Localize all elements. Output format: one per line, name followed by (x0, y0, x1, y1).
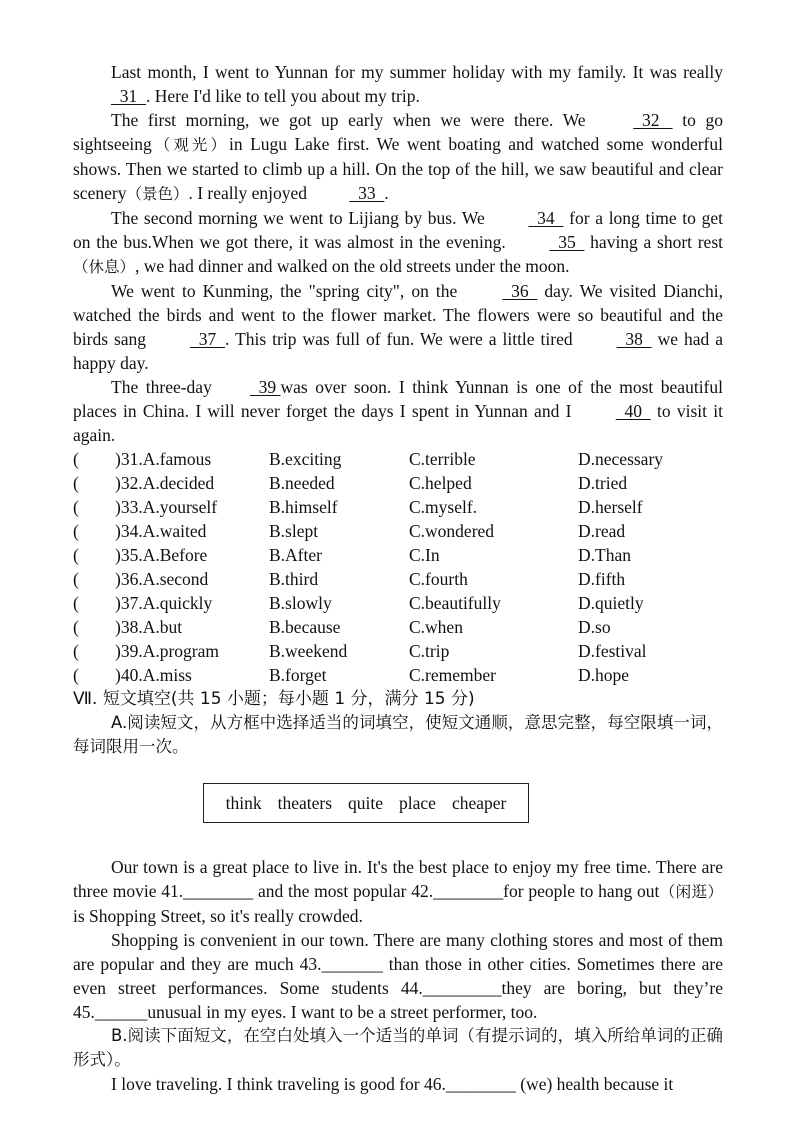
text: for people to hang out (503, 881, 660, 901)
passage-paragraph-3 (73, 206, 723, 279)
part-b-paragraph-1 (73, 1072, 723, 1096)
word-cheaper: cheaper (451, 792, 507, 813)
option-row-32 (73, 471, 723, 495)
option-b: B.forget (269, 665, 327, 685)
word-place: place (399, 792, 436, 813)
option-d: D.read (578, 521, 626, 541)
answer-paren[interactable]: ( (73, 473, 79, 493)
text: . (384, 183, 389, 203)
option-a: )40.A.miss (115, 665, 192, 685)
option-row-31 (73, 447, 723, 471)
option-c: C.when (409, 617, 463, 637)
text: The three-day (111, 377, 212, 397)
option-a: )39.A.program (115, 641, 220, 661)
part-a-paragraph-1 (73, 855, 723, 928)
chinese-gloss: （休息） (73, 258, 136, 276)
chinese-gloss: （闲逛） (659, 883, 723, 901)
blank-42[interactable]: ________ (433, 881, 504, 901)
option-d: D.quietly (578, 593, 644, 613)
option-c: C.wondered (409, 521, 495, 541)
word-box (203, 783, 529, 823)
option-a: )35.A.Before (115, 545, 208, 565)
option-row-33 (73, 495, 723, 519)
text: they are boring, but they’re 45. (73, 978, 723, 1022)
blank-31: 31 (111, 86, 146, 106)
option-d: D.Than (578, 545, 631, 565)
option-a: )37.A.quickly (115, 593, 213, 613)
option-d: D.festival (578, 641, 647, 661)
text: to go sightseeing (73, 110, 723, 154)
option-a: )38.A.but (115, 617, 183, 637)
word-box-area (73, 759, 723, 855)
text: . This trip was full of fun. We were a little tired (225, 329, 579, 349)
page-content (73, 60, 723, 1096)
option-c: C.In (409, 545, 440, 565)
option-b: B.After (269, 545, 322, 565)
blank-34: 34 (528, 208, 564, 228)
answer-paren[interactable]: ( (73, 665, 79, 685)
option-b: B.exciting (269, 449, 342, 469)
option-row-40 (73, 663, 723, 687)
option-a: )34.A.waited (115, 521, 207, 541)
text: unusual in my eyes. I want to be a street performer, too. (147, 1002, 538, 1022)
option-b: B.needed (269, 473, 335, 493)
option-b: B.himself (269, 497, 338, 517)
answer-paren[interactable]: ( (73, 449, 79, 469)
text: we had a happy day. (73, 329, 723, 373)
option-d: D.fifth (578, 569, 626, 589)
part-a-paragraph-2 (73, 928, 723, 1024)
text: for a long time to get on the bus.When we got there, it was almost in the evening. (73, 208, 723, 252)
option-d: D.necessary (578, 449, 664, 469)
answer-paren[interactable]: ( (73, 497, 79, 517)
option-row-35 (73, 543, 723, 567)
option-b: B.weekend (269, 641, 348, 661)
text: I love traveling. I think traveling is good for 46. (111, 1074, 446, 1094)
option-row-37 (73, 591, 723, 615)
option-c: C.myself. (409, 497, 478, 517)
text: The second morning we went to Lijiang by bus. We (111, 208, 491, 228)
text: was over soon. I think Yunnan is one of the most beautiful places in China. I will never forget the days I spent in Yunnan and I (73, 377, 723, 421)
option-c: C.beautifully (409, 593, 501, 613)
text: Our town is a great place to live in. It's the best place to enjoy my free time. There are three movie 41. (73, 857, 723, 901)
text: than those in other cities. Sometimes there are even street performances. Some students 44. (73, 954, 723, 998)
option-c: C.remember (409, 665, 496, 685)
option-a: )33.A.yourself (115, 497, 218, 517)
answer-paren[interactable]: ( (73, 545, 79, 565)
option-a: )31.A.famous (115, 449, 212, 469)
option-c: C.trip (409, 641, 450, 661)
blank-46[interactable]: ________ (445, 1074, 516, 1094)
blank-43[interactable]: _______ (321, 954, 383, 974)
option-c: C.helped (409, 473, 472, 493)
passage-paragraph-1 (73, 60, 723, 108)
answer-paren[interactable]: ( (73, 641, 79, 661)
text: (we) health because it (515, 1074, 674, 1094)
text: We went to Kunming, the "spring city", on the (111, 281, 465, 301)
text: Last month, I went to Yunnan for my summer holiday with my family. It was really (111, 62, 723, 82)
option-d: D.hope (578, 665, 630, 685)
passage-paragraph-4 (73, 279, 723, 375)
option-a: )36.A.second (115, 569, 209, 589)
option-row-38 (73, 615, 723, 639)
option-row-39 (73, 639, 723, 663)
blank-32: 32 (633, 110, 673, 130)
passage-paragraph-5 (73, 375, 723, 447)
option-row-36 (73, 567, 723, 591)
option-b: B.third (269, 569, 319, 589)
text: and the most popular 42. (253, 881, 434, 901)
text: . I really enjoyed (188, 183, 312, 203)
option-d: D.herself (578, 497, 643, 517)
answer-paren[interactable]: ( (73, 569, 79, 589)
blank-41[interactable]: ________ (183, 881, 254, 901)
blank-36: 36 (502, 281, 538, 301)
option-b: B.slept (269, 521, 319, 541)
option-d: D.so (578, 617, 611, 637)
text: Shopping is convenient in our town. There are many clothing stores and most of them are popular and they are much 43. (73, 930, 723, 974)
passage-paragraph-2 (73, 108, 723, 206)
blank-40: 40 (615, 401, 651, 421)
option-b: B.slowly (269, 593, 332, 613)
section-title: Ⅶ. 短文填空(共 15 小题；每小题 1 分，满分 15 分) (73, 689, 475, 709)
chinese-gloss: （景色） (126, 185, 189, 203)
options-list (73, 447, 723, 687)
blank-33: 33 (349, 183, 385, 203)
text: day. We visited Dianchi, watched the birds and went to the flower market. The flowers were so beautiful and the birds sang (73, 281, 723, 349)
text: is Shopping Street, so it's really crowded. (73, 906, 363, 926)
option-c: C.fourth (409, 569, 468, 589)
part-a-instructions: A.阅读短文，从方框中选择适当的词填空，使短文通顺，意思完整，每空限填一词，每词限用一次。 (73, 713, 723, 756)
option-c: C.terrible (409, 449, 476, 469)
text: to visit it again. (73, 401, 723, 445)
option-b: B.because (269, 617, 341, 637)
blank-44[interactable]: _________ (422, 978, 502, 998)
chinese-gloss: （观光） (151, 136, 230, 154)
blank-37: 37 (190, 329, 226, 349)
text: having a short rest (584, 232, 723, 252)
answer-paren[interactable]: ( (73, 521, 79, 541)
text: , we had dinner and walked on the old streets under the moon. (135, 256, 570, 276)
answer-paren[interactable]: ( (73, 593, 79, 613)
part-b-instructions: B.阅读下面短文，在空白处填入一个适当的单词（有提示词的，填入所给单词的正确形式）。 (73, 1026, 723, 1069)
option-d: D.tried (578, 473, 628, 493)
answer-paren[interactable]: ( (73, 617, 79, 637)
blank-39: 39 (249, 377, 281, 397)
blank-35: 35 (549, 232, 585, 252)
blank-45[interactable]: ______ (94, 1002, 148, 1022)
blank-38: 38 (616, 329, 652, 349)
word-theaters: theaters (277, 792, 333, 813)
option-a: )32.A.decided (115, 473, 215, 493)
word-think: think (225, 792, 262, 813)
option-row-34 (73, 519, 723, 543)
text: The first morning, we got up early when we were there. We (111, 110, 596, 130)
word-quite: quite (348, 792, 384, 813)
text: . Here I'd like to tell you about my trip. (146, 86, 420, 106)
text: in Lugu Lake first. We went boating and watched some wonderful shows. Then we started to climb up a hill. On the top of the hill, we saw beautiful and clear scenery (73, 134, 723, 203)
